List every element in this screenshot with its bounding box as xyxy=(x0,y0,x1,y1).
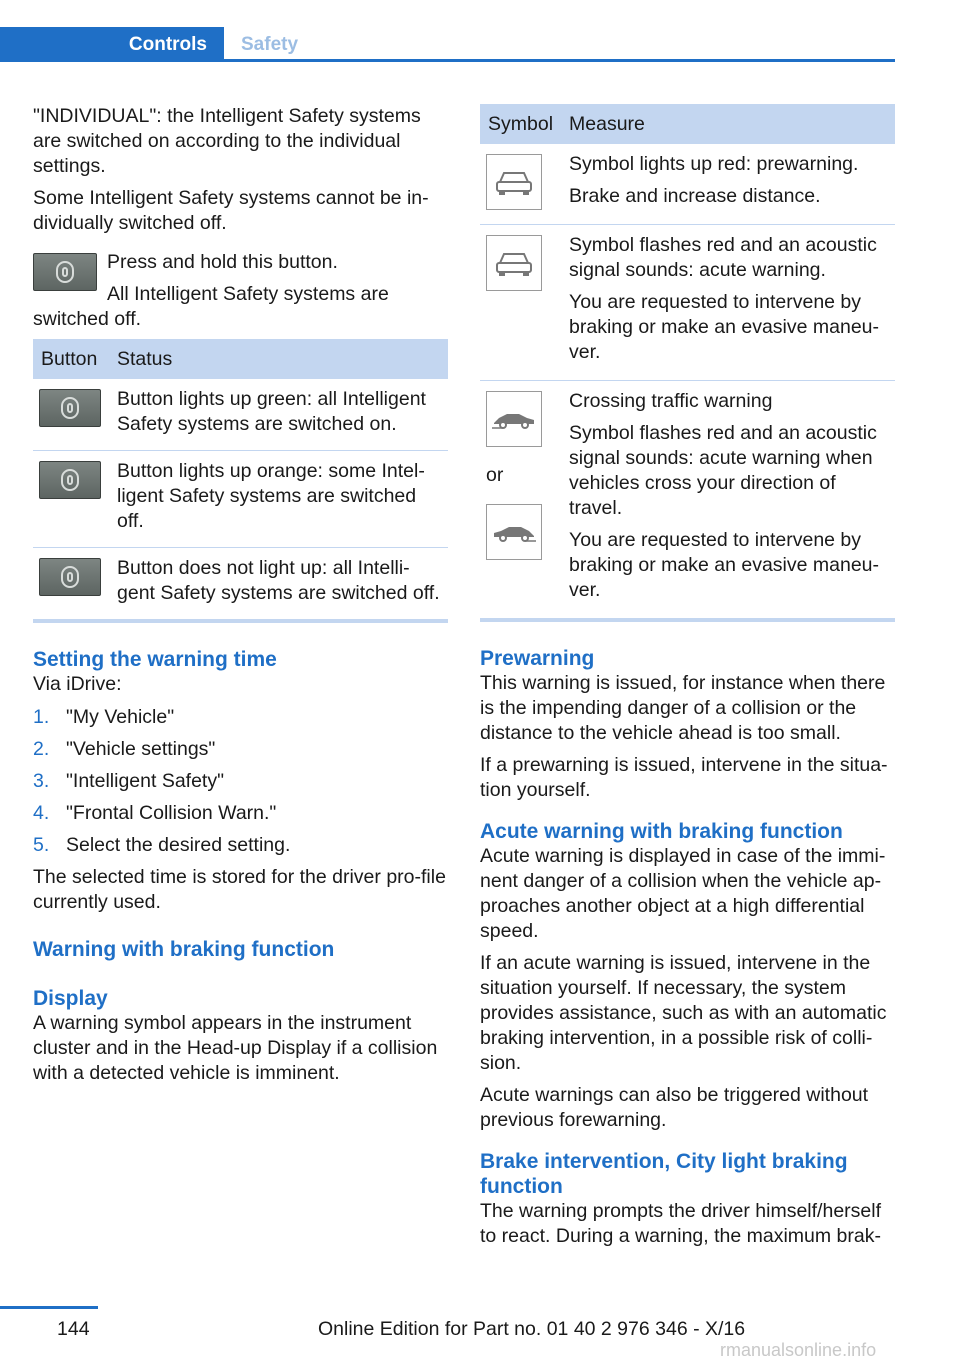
stored-note: The selected time is stored for the driver pro‐file currently used. xyxy=(33,866,446,913)
measure-text: You are requested to intervene by braking or make an evasive maneu‐ver. xyxy=(569,529,880,601)
prewarning-text-2: If a prewarning is issued, intervene in the situa‐tion yourself. xyxy=(480,754,888,801)
button-status-table xyxy=(33,339,448,623)
status-text: Button lights up orange: some Intel‐ligent Safety systems are switched off. xyxy=(117,460,425,532)
table-row xyxy=(33,451,448,548)
list-item: 2. "Vehicle settings" xyxy=(33,738,216,760)
acute-text-2: If an acute warning is issued, intervene in the situation yourself. If necessary, the system provides assistance, such as with an automatic braking intervention, in a possible risk of colli‐sion. xyxy=(480,952,887,1074)
measure-text: You are requested to intervene by braking or make an evasive maneu‐ver. xyxy=(569,291,880,363)
car-front-icon xyxy=(486,154,542,210)
column-header-measure: Measure xyxy=(561,104,895,144)
list-item: 4. "Frontal Collision Warn." xyxy=(33,802,277,824)
intro-paragraph-individual: "INDIVIDUAL": the Intelligent Safety systems are switched on according to the individual settings. xyxy=(33,105,421,177)
button-off-icon xyxy=(39,558,101,596)
measure-text: Symbol flashes red and an acoustic signal sounds: acute warning. xyxy=(569,234,877,281)
heading-prewarning: Prewarning xyxy=(480,647,595,670)
status-text: Button does not light up: all Intelli‐gent Safety systems are switched off. xyxy=(117,557,440,604)
tab-safety[interactable]: Safety xyxy=(241,34,299,55)
press-hold-text: Press and hold this button. xyxy=(107,251,338,273)
list-item: 1. "My Vehicle" xyxy=(33,706,175,728)
column-header-button: Button xyxy=(33,339,109,379)
symbol-measure-table xyxy=(480,104,895,622)
intro-paragraph-systems: Some Intelligent Safety systems cannot be in‐dividually switched off. xyxy=(33,187,429,234)
list-item: 5. Select the desired setting. xyxy=(33,834,291,856)
car-side-left-icon xyxy=(486,391,542,447)
via-idrive-text: Via iDrive: xyxy=(33,673,122,695)
measure-text: Crossing traffic warning xyxy=(569,390,773,412)
press-hold-block xyxy=(33,250,448,332)
acute-text-1: Acute warning is displayed in case of the immi‐nent danger of a collision when the vehicle ap‐proaches another object at a high differential speed. xyxy=(480,845,886,942)
table-row xyxy=(33,548,448,622)
table-row xyxy=(33,379,448,451)
table-row xyxy=(480,381,895,621)
or-label: or xyxy=(486,464,504,486)
prewarning-text-1: This warning is issued, for instance when there is the impending danger of a collision or the distance to the vehicle ahead is too small. xyxy=(480,672,886,744)
header-tabbar xyxy=(0,27,895,62)
column-header-symbol: Symbol xyxy=(480,104,561,144)
idrive-steps-list xyxy=(33,705,448,858)
button-green-icon xyxy=(39,389,101,427)
table-row xyxy=(480,225,895,381)
left-column xyxy=(33,104,448,1093)
heading-setting-warning-time: Setting the warning time xyxy=(33,648,277,671)
brake-text-1: The warning prompts the driver himself/herself to react. During a warning, the maximum brak‐ xyxy=(480,1200,881,1247)
edition-text: Online Edition for Part no. 01 40 2 976 346 - X/16 xyxy=(318,1318,746,1340)
tab-controls[interactable]: Controls xyxy=(0,27,224,62)
heading-display: Display xyxy=(33,987,108,1010)
list-item: 3. "Intelligent Safety" xyxy=(33,770,225,792)
watermark-text: rmanualsonline.info xyxy=(720,1340,877,1360)
car-side-right-icon xyxy=(486,504,542,560)
column-header-status: Status xyxy=(109,339,448,379)
measure-text: Brake and increase distance. xyxy=(569,185,821,207)
intelligent-safety-button-icon xyxy=(33,253,97,291)
button-orange-icon xyxy=(39,461,101,499)
page-number: 144 xyxy=(57,1318,90,1340)
acute-text-3: Acute warnings can also be triggered without previous forewarning. xyxy=(480,1084,869,1131)
car-front-icon xyxy=(486,235,542,291)
measure-text: Symbol lights up red: prewarning. xyxy=(569,153,859,175)
measure-text: Symbol flashes red and an acoustic signal sounds: acute warning when vehicles cross your direction of travel. xyxy=(569,422,877,519)
display-text: A warning symbol appears in the instrument cluster and in the Head-up Display if a collision with a detected vehicle is imminent. xyxy=(33,1012,438,1084)
right-column xyxy=(480,104,895,1256)
heading-acute-warning: Acute warning with braking function xyxy=(480,820,843,843)
heading-brake-intervention: Brake intervention, City light braking function xyxy=(480,1150,848,1198)
switched-off-text: All Intelligent Safety systems are switched off. xyxy=(33,283,389,330)
heading-warning-braking: Warning with braking function xyxy=(33,938,335,961)
table-row xyxy=(480,144,895,225)
footer-divider xyxy=(0,1306,98,1309)
status-text: Button lights up green: all Intelligent Safety systems are switched on. xyxy=(117,388,426,435)
